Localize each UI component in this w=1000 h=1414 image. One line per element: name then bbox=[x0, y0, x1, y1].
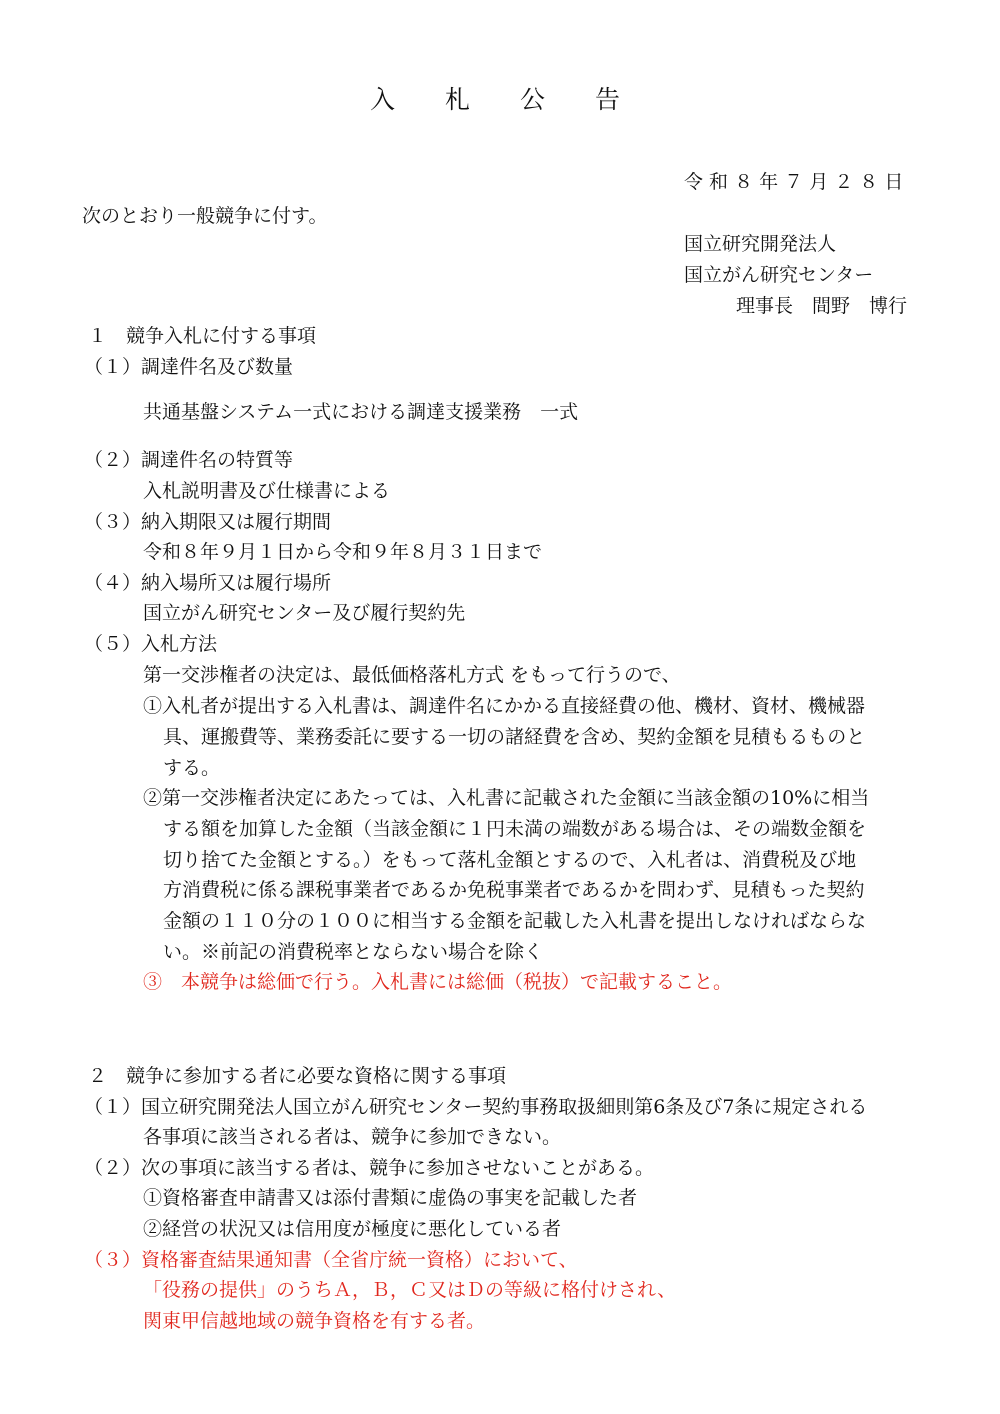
method-point2-line: ②第一交渉権者決定にあたっては、入札書に記載された金額に当該金額の10%に相当 bbox=[143, 787, 870, 809]
issuer-org1: 国立研究開発法人 bbox=[684, 233, 837, 255]
s2-item1-line: （１）国立研究開発法人国立がん研究センター契約事務取扱細則第6条及び7条に規定される bbox=[84, 1096, 868, 1118]
method-point2-line: 方消費税に係る課税事業者であるか免税事業者であるかを問わず、見積もった契約 bbox=[163, 879, 865, 901]
s2-item2-line: （２）次の事項に該当する者は、競争に参加させないことがある。 bbox=[84, 1157, 655, 1179]
method-point2-line: い。※前記の消費税率とならない場合を除く bbox=[163, 941, 544, 963]
s2-item3-line: 「役務の提供」のうちＡ，Ｂ，Ｃ又はＤの等級に格付けされ、 bbox=[143, 1279, 677, 1301]
notice-date: 令 和 ８ 年 ７ 月 ２ ８ 日 bbox=[684, 171, 904, 193]
item3-label: （３）納入期限又は履行期間 bbox=[84, 511, 332, 533]
item2-body: 入札説明書及び仕様書による bbox=[143, 480, 391, 502]
intro-text: 次のとおり一般競争に付す。 bbox=[82, 205, 328, 227]
method-point2-line: 金額の１１０分の１００に相当する金額を記載した入札書を提出しなければならな bbox=[163, 910, 867, 932]
page-title: 入 札 公 告 bbox=[370, 85, 621, 114]
method-point1-line: する。 bbox=[163, 757, 221, 779]
s2-item2-line: ①資格審査申請書又は添付書類に虚偽の事実を記載した者 bbox=[143, 1187, 638, 1209]
s2-item3-line: 関東甲信越地域の競争資格を有する者。 bbox=[143, 1310, 486, 1332]
s2-item3-line: （３）資格審査結果通知書（全省庁統一資格）において、 bbox=[84, 1249, 578, 1271]
method-point1-line: 具、運搬費等、業務委託に要する一切の諸経費を含め、契約金額を見積もるものと bbox=[163, 726, 866, 748]
issuer-person: 理事長 間野 博行 bbox=[736, 295, 908, 317]
issuer-org2: 国立がん研究センター bbox=[684, 264, 874, 286]
method-point2-line: 切り捨てた金額とする。）をもって落札金額とするので、入札者は、消費税及び地 bbox=[163, 849, 857, 871]
item5-body: 第一交渉権者の決定は、最低価格落札方式 をもって行うので、 bbox=[143, 664, 681, 686]
section1-heading: １ 競争入札に付する事項 bbox=[88, 325, 317, 347]
section2-heading: ２ 競争に参加する者に必要な資格に関する事項 bbox=[88, 1065, 507, 1087]
item3-body: 令和８年９月１日から令和９年８月３１日まで bbox=[143, 541, 543, 563]
s2-item2-line: ②経営の状況又は信用度が極度に悪化している者 bbox=[143, 1218, 562, 1240]
item5-label: （５）入札方法 bbox=[84, 633, 218, 655]
s2-item1-line: 各事項に該当される者は、競争に参加できない。 bbox=[143, 1126, 562, 1148]
item1-body: 共通基盤システム一式における調達支援業務 一式 bbox=[143, 401, 579, 423]
item1-label: （１）調達件名及び数量 bbox=[84, 356, 294, 378]
method-point2-line: する額を加算した金額（当該金額に１円未満の端数がある場合は、その端数金額を bbox=[163, 818, 867, 840]
item4-body: 国立がん研究センター及び履行契約先 bbox=[143, 602, 466, 624]
method-point1-line: ①入札者が提出する入札書は、調達件名にかかる直接経費の他、機材、資材、機械器 bbox=[143, 695, 866, 717]
method-point3: ③ 本競争は総価で行う。入札書には総価（税抜）で記載すること。 bbox=[143, 971, 733, 993]
item2-label: （２）調達件名の特質等 bbox=[84, 449, 294, 471]
item4-label: （４）納入場所又は履行場所 bbox=[84, 572, 332, 594]
